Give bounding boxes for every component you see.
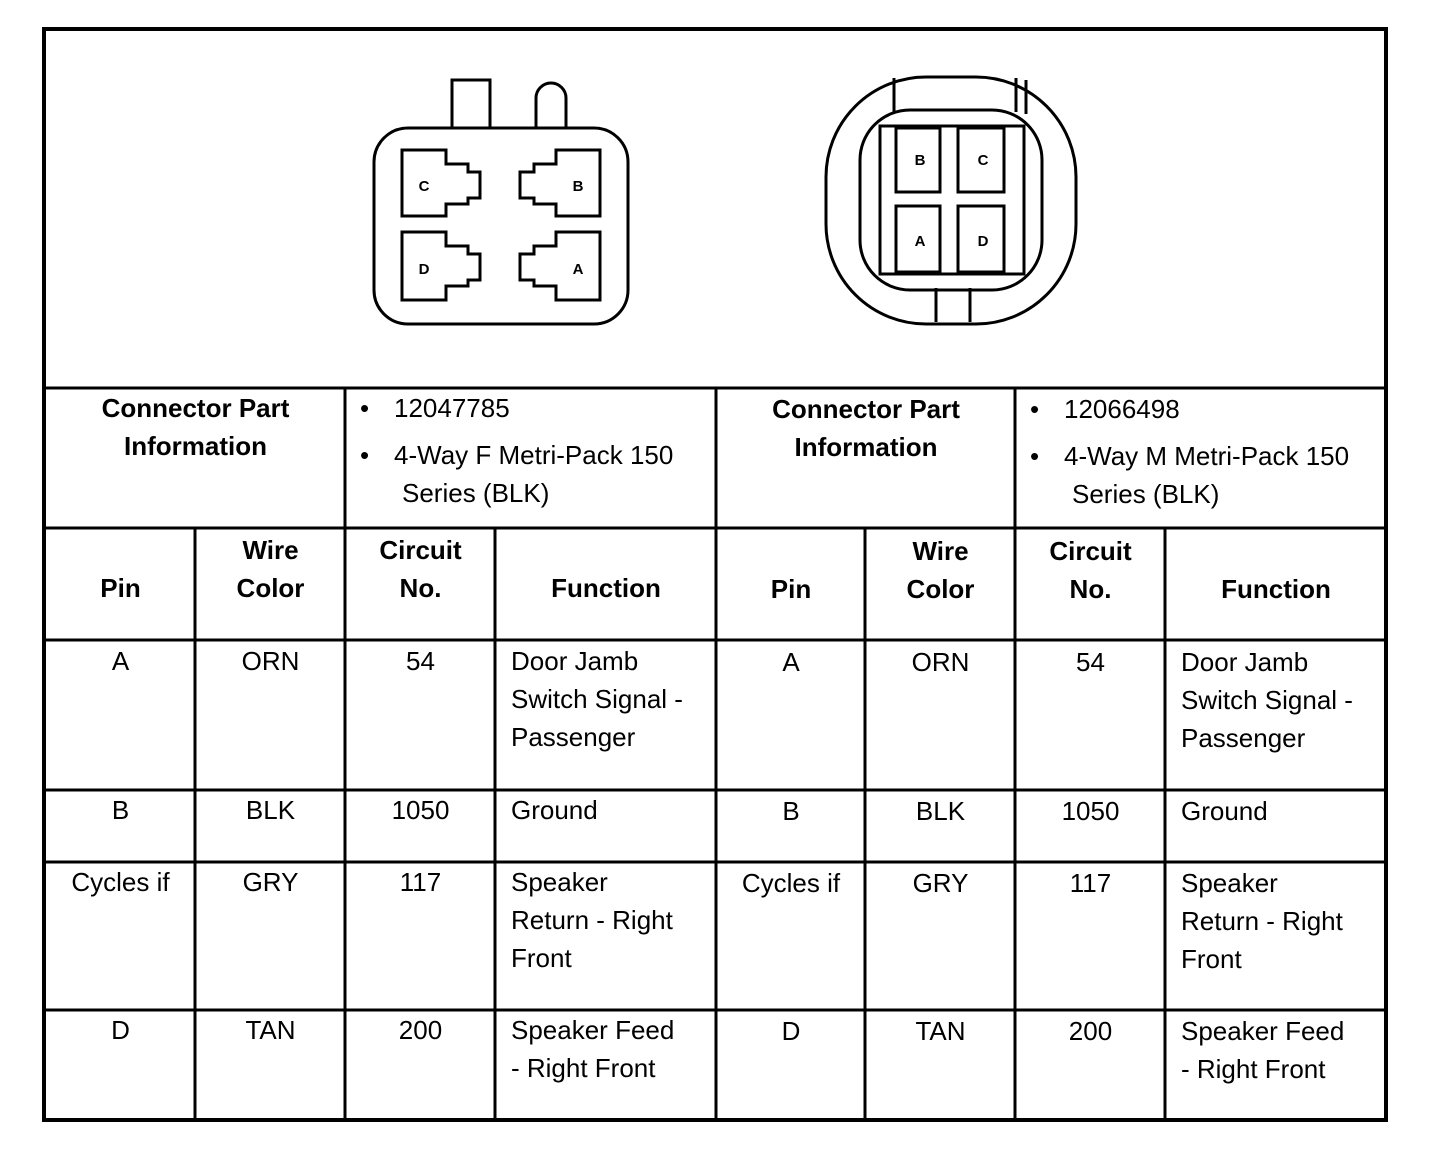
header-function: Function: [1221, 574, 1331, 604]
cell-function: Switch Signal -: [1181, 685, 1353, 715]
terminal-label: D: [977, 233, 989, 250]
connector-description: 4-Way M Metri-Pack 150: [1064, 441, 1350, 471]
header-circuit-no: No.: [399, 573, 442, 603]
cell-circuit: 117: [399, 867, 442, 897]
part-number: 12047785: [394, 393, 510, 423]
terminal-label: B: [914, 152, 926, 169]
cell-circuit: 200: [1068, 1016, 1113, 1046]
male-connector-drawing: [826, 77, 1076, 324]
cell-circuit: 54: [1076, 647, 1105, 677]
connector-description: 4-Way F Metri-Pack 150: [394, 440, 674, 470]
header-wire-color: Wire: [912, 536, 969, 566]
cell-wire-color: GRY: [912, 868, 969, 898]
bullet: •: [360, 440, 370, 470]
header-wire-color: Color: [906, 574, 975, 604]
female-connector-drawing: [374, 80, 628, 324]
header-function: Function: [551, 573, 661, 603]
latch-tab: [452, 80, 490, 128]
cell-wire-color: BLK: [915, 796, 966, 826]
terminal-label: A: [914, 233, 926, 250]
cavity-label: B: [572, 178, 584, 195]
cell-function: Ground: [1181, 796, 1268, 826]
cell-pin: D: [111, 1015, 130, 1045]
connector-part-info-label: Connector Part: [101, 393, 290, 423]
cell-circuit: 117: [1069, 868, 1112, 898]
terminal-block: [880, 126, 1024, 274]
bullet: •: [360, 393, 370, 423]
cell-wire-color: ORN: [911, 647, 970, 677]
header-circuit-no: No.: [1069, 574, 1112, 604]
connector-body: [374, 128, 628, 324]
cell-wire-color: TAN: [245, 1015, 296, 1045]
cell-function: Speaker: [1181, 868, 1278, 898]
part-number: 12066498: [1064, 394, 1180, 424]
cell-function: Ground: [511, 795, 598, 825]
cell-function: Door Jamb: [1181, 647, 1309, 677]
cell-function: Return - Right: [511, 905, 673, 935]
cell-function: Front: [511, 943, 572, 973]
connector-description-continued: Series (BLK): [402, 478, 550, 508]
cell-wire-color: BLK: [245, 795, 296, 825]
locking-tab: [536, 83, 566, 128]
header-circuit-no: Circuit: [379, 535, 462, 565]
cavity-label: D: [418, 261, 430, 278]
bullet: •: [1030, 394, 1040, 424]
terminal-label: C: [977, 152, 989, 169]
connector-description-continued: Series (BLK): [1072, 479, 1220, 509]
cell-function: Door Jamb: [511, 646, 639, 676]
connector-part-info-label: Connector Part: [772, 394, 960, 424]
cell-pin: Cycles if: [741, 868, 841, 898]
cell-pin: D: [781, 1016, 801, 1046]
cell-function: Switch Signal -: [511, 684, 683, 714]
cavity-label: C: [418, 178, 430, 195]
cell-circuit: 54: [406, 646, 435, 676]
cell-function: - Right Front: [1181, 1054, 1326, 1084]
header-pin: Pin: [770, 574, 812, 604]
header-circuit-no: Circuit: [1049, 536, 1132, 566]
connector-inner-body: [860, 110, 1042, 290]
cell-function: Speaker Feed: [1181, 1016, 1345, 1046]
cell-pin: A: [111, 646, 130, 676]
cell-function: Front: [1181, 944, 1242, 974]
cell-function: Return - Right: [1181, 906, 1343, 936]
cell-function: Passenger: [511, 722, 636, 752]
cell-function: Passenger: [1181, 723, 1306, 753]
cell-wire-color: ORN: [241, 646, 300, 676]
cell-wire-color: GRY: [242, 867, 299, 897]
connector-shroud: [826, 77, 1076, 324]
cell-pin: A: [782, 647, 800, 677]
cell-pin: Cycles if: [71, 867, 170, 897]
cell-circuit: 1050: [1061, 796, 1120, 826]
connector-part-info-label: Information: [794, 432, 938, 462]
cell-function: - Right Front: [511, 1053, 656, 1083]
cell-pin: B: [111, 795, 130, 825]
cell-function: Speaker: [511, 867, 608, 897]
cell-function: Speaker Feed: [511, 1015, 675, 1045]
connector-part-info-label: Information: [124, 431, 267, 461]
header-wire-color: Color: [236, 573, 305, 603]
cell-circuit: 200: [398, 1015, 443, 1045]
header-pin: Pin: [100, 573, 141, 603]
cell-wire-color: TAN: [915, 1016, 966, 1046]
cell-circuit: 1050: [391, 795, 450, 825]
header-wire-color: Wire: [242, 535, 299, 565]
cell-pin: B: [782, 796, 800, 826]
bullet: •: [1030, 441, 1040, 471]
cavity-label: A: [572, 261, 584, 278]
